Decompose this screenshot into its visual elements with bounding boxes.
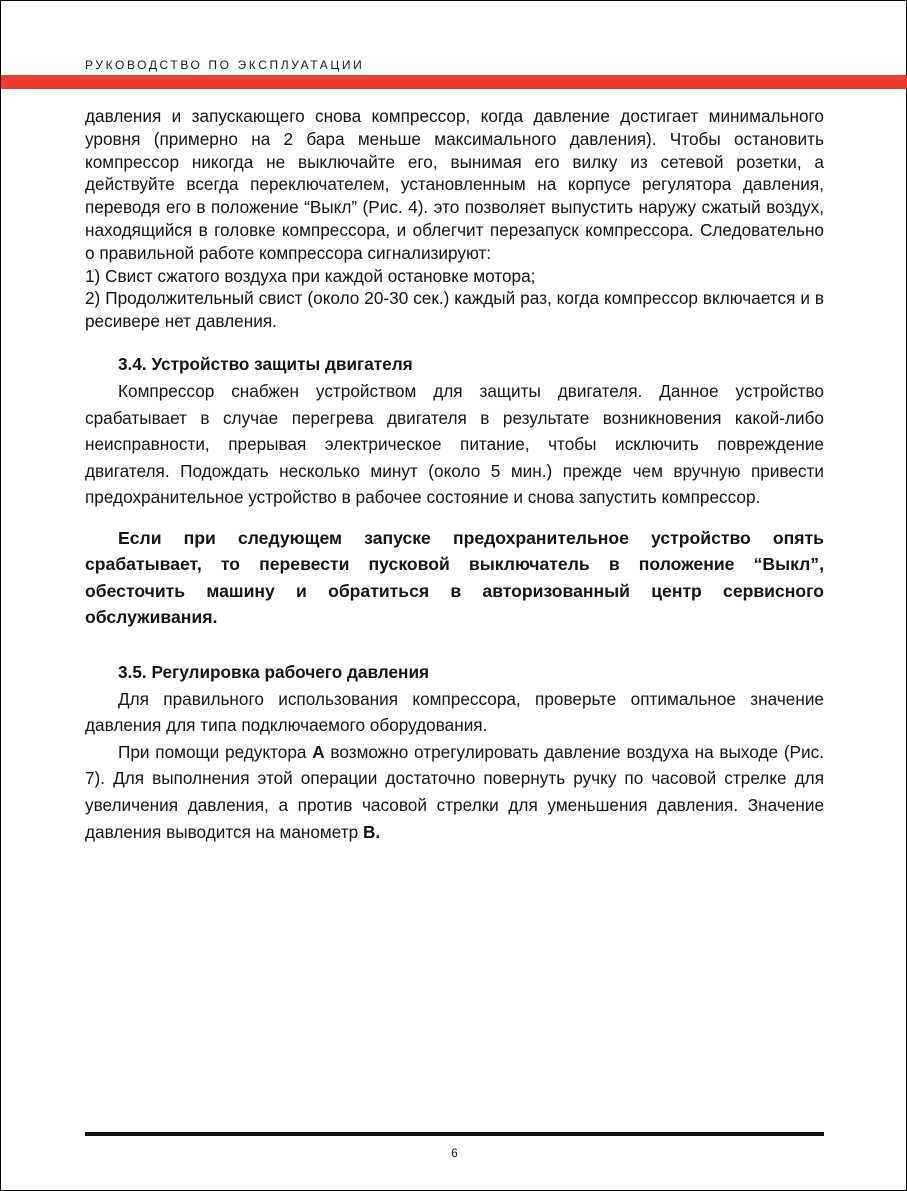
section-3-5-paragraph-1: Для правильного использования компрессора, проверьте оптимальное значение давления для типа подключаемого оборудования.	[85, 688, 824, 736]
page-number: 6	[451, 1146, 458, 1160]
section-3-4-heading: 3.4. Устройство защиты двигателя	[118, 353, 413, 374]
gauge-label-b: B.	[362, 821, 381, 842]
footer-rule	[85, 1132, 824, 1136]
paragraph-2-start: При помощи редуктора	[118, 741, 313, 762]
running-header: РУКОВОДСТВО ПО ЭКСПЛУАТАЦИИ	[85, 58, 365, 72]
intro-list-item-2: 2) Продолжительный свист (около 20-30 сек.) каждый раз, когда компрессор включается и в ресивере нет давления.	[85, 288, 824, 332]
section-3-5-paragraph-2	[85, 739, 824, 845]
section-3-5-heading: 3.5. Регулировка рабочего давления	[118, 661, 430, 682]
paragraph-2-middle: возможно отрегулировать давление воздуха на выходе (Рис. 7). Для выполнения этой операции достаточно повернуть ручку по часовой стрелке для увеличения давления, а против часовой стрелки для уменьшения давления. Значение давления выводится на манометр	[85, 741, 824, 842]
section-3-4-paragraph: Компрессор снабжен устройством для защиты двигателя. Данное устройство срабатывает в случае перегрева двигателя в результате возникновения какой-либо неисправности, прерывая электрическое питание, чтобы исключить повреждение двигателя. Подождать несколько минут (около 5 мин.) прежде чем вручную привести предохранительное устройство в рабочее состояние и снова запустить компрессор.	[85, 380, 824, 508]
regulator-label-a: A	[312, 741, 325, 762]
intro-paragraph: давления и запускающего снова компрессор, когда давление достигает минимального уровня (примерно на 2 бара меньше максимального давления). Чтобы остановить компрессор никогда не выключайте его, вынимая его вилку из сетевой розетки, а действуйте всегда переключателем, установленным на корпусе регулятора давления, переводя его в положение “Выкл” (Рис. 4). это позволяет выпустить наружу сжатый воздух, находящийся в головке компрессора, и облегчит перезапуск компрессора. Следовательно о правильной работе компрессора сигнализируют:	[85, 106, 824, 263]
header-accent-bar	[1, 75, 907, 89]
intro-list-item-1: 1) Свист сжатого воздуха при каждой остановке мотора;	[85, 265, 536, 286]
warning-paragraph: Если при следующем запуске предохранительное устройство опять срабатывает, то перевести пусковой выключатель в положение “Выкл”, обесточить машину и обратиться в авторизованный центр сервисного обслуживания.	[85, 527, 824, 628]
page-content	[85, 105, 824, 845]
